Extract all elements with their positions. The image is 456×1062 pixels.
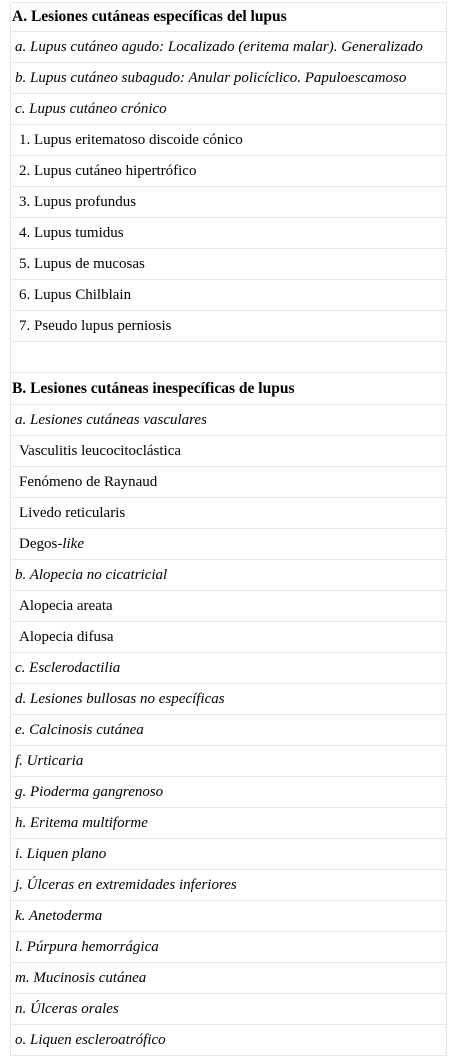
row-text: 3. Lupus profundus xyxy=(19,193,137,210)
subcategory-row xyxy=(11,901,446,932)
subcategory-row xyxy=(11,932,446,963)
list-item xyxy=(11,529,446,560)
list-item xyxy=(11,591,446,622)
row-text: j. Úlceras en extremidades inferiores xyxy=(15,876,237,893)
row-text: b. Lupus cutáneo subagudo: Anular policíclico. Papuloescamoso xyxy=(15,69,407,86)
subcategory-row xyxy=(11,808,446,839)
subcategory-row xyxy=(11,963,446,994)
row-text: 4. Lupus tumidus xyxy=(19,224,124,241)
row-text: d. Lesiones bullosas no específicas xyxy=(15,690,225,707)
row-text: Vasculitis leucocitoclástica xyxy=(19,442,182,459)
row-text: c. Esclerodactilia xyxy=(15,659,121,676)
row-text: b. Alopecia no cicatricial xyxy=(15,566,168,583)
row-text: A. Lesiones cutáneas específicas del lupus xyxy=(12,8,287,25)
row-text: e. Calcinosis cutánea xyxy=(15,721,144,738)
subcategory-row xyxy=(11,777,446,808)
subcategory-row xyxy=(11,405,446,436)
subcategory-row xyxy=(11,994,446,1025)
row-text: Alopecia areata xyxy=(19,597,113,614)
row-text: c. Lupus cutáneo crónico xyxy=(15,100,167,117)
subcategory-row xyxy=(11,32,446,63)
row-text: 6. Lupus Chilblain xyxy=(19,286,132,303)
row-text: 5. Lupus de mucosas xyxy=(19,255,145,272)
row-text: f. Urticaria xyxy=(15,752,84,769)
subcategory-row xyxy=(11,94,446,125)
subcategory-row xyxy=(11,870,446,901)
list-item xyxy=(11,125,446,156)
row-text: h. Eritema multiforme xyxy=(15,814,148,831)
subcategory-row xyxy=(11,684,446,715)
section-heading xyxy=(11,3,446,32)
row-text: n. Úlceras orales xyxy=(15,1000,119,1017)
subcategory-row xyxy=(11,653,446,684)
subcategory-row xyxy=(11,63,446,94)
list-item xyxy=(11,187,446,218)
row-text: Livedo reticularis xyxy=(19,504,126,521)
list-item xyxy=(11,218,446,249)
row-text: Degos- xyxy=(19,535,63,552)
list-item xyxy=(11,249,446,280)
spacer-row xyxy=(11,342,446,373)
list-item xyxy=(11,467,446,498)
row-text: k. Anetoderma xyxy=(15,907,103,924)
row-text: 2. Lupus cutáneo hipertrófico xyxy=(19,162,197,179)
list-item xyxy=(11,436,446,467)
subcategory-row xyxy=(11,715,446,746)
row-text: B. Lesiones cutáneas inespecíficas de lupus xyxy=(12,379,295,397)
list-item xyxy=(11,280,446,311)
row-text: 7. Pseudo lupus perniosis xyxy=(19,317,172,334)
row-text: a. Lupus cutáneo agudo: Localizado (eritema malar). Generalizado xyxy=(15,38,423,55)
row-text: 1. Lupus eritematoso discoide cónico xyxy=(19,131,243,148)
row-text: Fenómeno de Raynaud xyxy=(19,473,158,490)
section-heading xyxy=(11,373,446,405)
subcategory-row xyxy=(11,746,446,777)
row-text: a. Lesiones cutáneas vasculares xyxy=(15,411,207,428)
subcategory-row xyxy=(11,560,446,591)
row-text: Alopecia difusa xyxy=(19,628,114,645)
row-text: l. Púrpura hemorrágica xyxy=(15,938,159,955)
subcategory-row xyxy=(11,1025,446,1056)
list-item xyxy=(11,498,446,529)
list-item xyxy=(11,311,446,342)
row-text: o. Liquen escleroatrófico xyxy=(15,1031,166,1048)
row-text-italic: like xyxy=(62,535,84,552)
lupus-lesions-table xyxy=(10,2,447,1056)
subcategory-row xyxy=(11,839,446,870)
row-text: g. Pioderma gangrenoso xyxy=(15,783,164,800)
list-item xyxy=(11,156,446,187)
list-item xyxy=(11,622,446,653)
row-text: i. Liquen plano xyxy=(15,845,107,862)
row-text: m. Mucinosis cutánea xyxy=(15,969,147,986)
